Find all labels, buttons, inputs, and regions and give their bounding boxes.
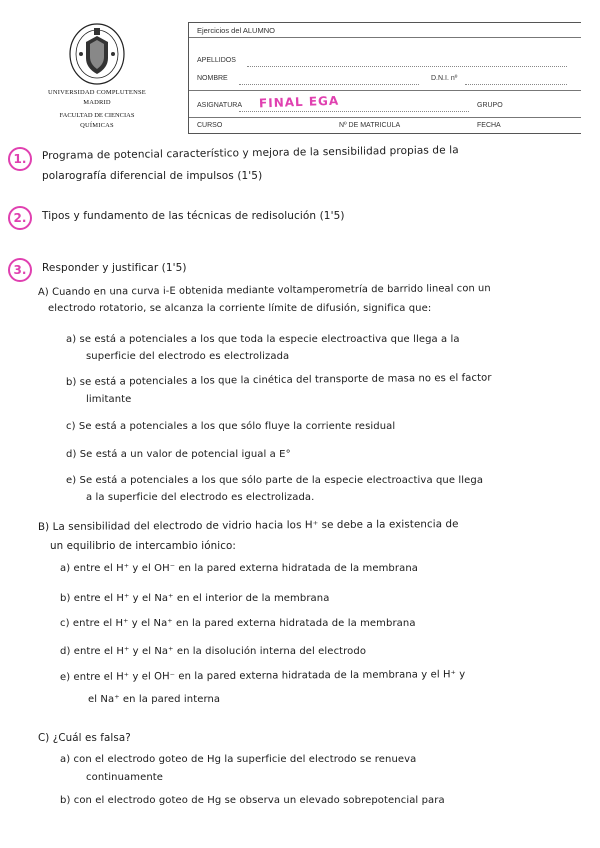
option-b-c-line1: c) entre el H⁺ y el Na⁺ en la pared externa hidratada de la membrana [60,618,416,629]
option-b-b-line1: b) entre el H⁺ y el Na⁺ en el interior de la membrana [60,593,330,604]
section-b-line1: B) La sensibilidad del electrodo de vidrio hacia los H⁺ se debe a la existencia de [37,518,459,533]
section-b-line2: un equilibrio de intercambio iónico: [50,540,236,552]
option-a-a-line2: superficie del electrodo es electrolizada [86,351,290,362]
question-3-title: Responder y justificar (1'5) [42,262,187,274]
option-a-a-line1: a) se está a potenciales a los que toda la especie electroactiva que llega a la [66,334,460,345]
university-seal-icon [67,22,127,86]
question-1-line1: Programa de potencial característico y mejora de la sensibilidad propias de la [41,144,459,162]
grupo-label: GRUPO [477,102,503,109]
apellidos-field[interactable] [247,66,567,67]
option-a-e-line2: a la superficie del electrodo es electrolizada. [86,492,315,503]
option-a-c-line1: c) Se está a potenciales a los que sólo fluye la corriente residual [66,421,396,432]
student-header-form [188,22,581,134]
form-divider [189,117,581,118]
option-b-a-line1: a) entre el H⁺ y el OH⁻ en la pared externa hidratada de la membrana [60,563,418,574]
asignatura-value: FINAL EGA [258,93,340,111]
question-3-number: 3. [8,258,32,282]
apellidos-label: APELLIDOS [197,57,236,64]
question-1-line2: polarografía diferencial de impulsos (1'5) [42,170,263,182]
question-2-line1: Tipos y fundamento de las técnicas de redisolución (1'5) [42,210,345,222]
form-divider [189,90,581,91]
fecha-label: FECHA [477,122,501,129]
option-a-d-line1: d) Se está a un valor de potencial igual a E° [66,449,291,460]
option-b-e-line1: e) entre el H⁺ y el OH⁻ en la pared externa hidratada de la membrana y el H⁺ y [59,669,466,683]
option-a-b-line2: limitante [86,394,132,405]
faculty-line1: FACULTAD DE CIENCIAS [59,112,135,119]
university-city: MADRID [83,99,111,106]
dni-field[interactable] [465,84,567,85]
form-divider [189,37,581,38]
curso-label: CURSO [197,122,223,129]
option-a-e-line1: e) Se está a potenciales a los que sólo parte de la especie electroactiva que llega [66,475,484,486]
section-a-line1: A) Cuando en una curva i-E obtenida mediante voltamperometría de barrido lineal con un [37,283,491,298]
asignatura-label: ASIGNATURA [197,102,242,109]
dni-label: D.N.I. nº [431,75,458,82]
option-c-a-line1: a) con el electrodo goteo de Hg la superficie del electrodo se renueva [60,754,417,765]
option-c-a-line2: continuamente [86,772,164,783]
nombre-label: NOMBRE [197,75,228,82]
matricula-label: Nº DE MATRICULA [339,122,401,129]
question-2-number: 2. [8,206,32,230]
university-logo-block [38,22,156,129]
option-b-d-line1: d) entre el H⁺ y el Na⁺ en la disolución interna del electrodo [60,646,367,657]
option-a-b-line1: b) se está a potenciales a los que la cinética del transporte de masa no es el factor [65,372,492,388]
nombre-field[interactable] [239,84,419,85]
university-name: UNIVERSIDAD COMPLUTENSE [48,89,146,96]
faculty-line2: QUÍMICAS [80,122,114,129]
option-c-b-line1: b) con el electrodo goteo de Hg se observa un elevado sobrepotencial para [60,795,445,806]
asignatura-field[interactable] [239,111,469,112]
section-c-line1: C) ¿Cuál es falsa? [38,732,131,744]
option-b-e-line2: el Na⁺ en la pared interna [88,694,221,705]
question-1-number: 1. [8,147,32,171]
section-a-line2: electrodo rotatorio, se alcanza la corriente límite de difusión, significa que: [48,303,432,314]
form-title: Ejercicios del ALUMNO [197,26,275,35]
